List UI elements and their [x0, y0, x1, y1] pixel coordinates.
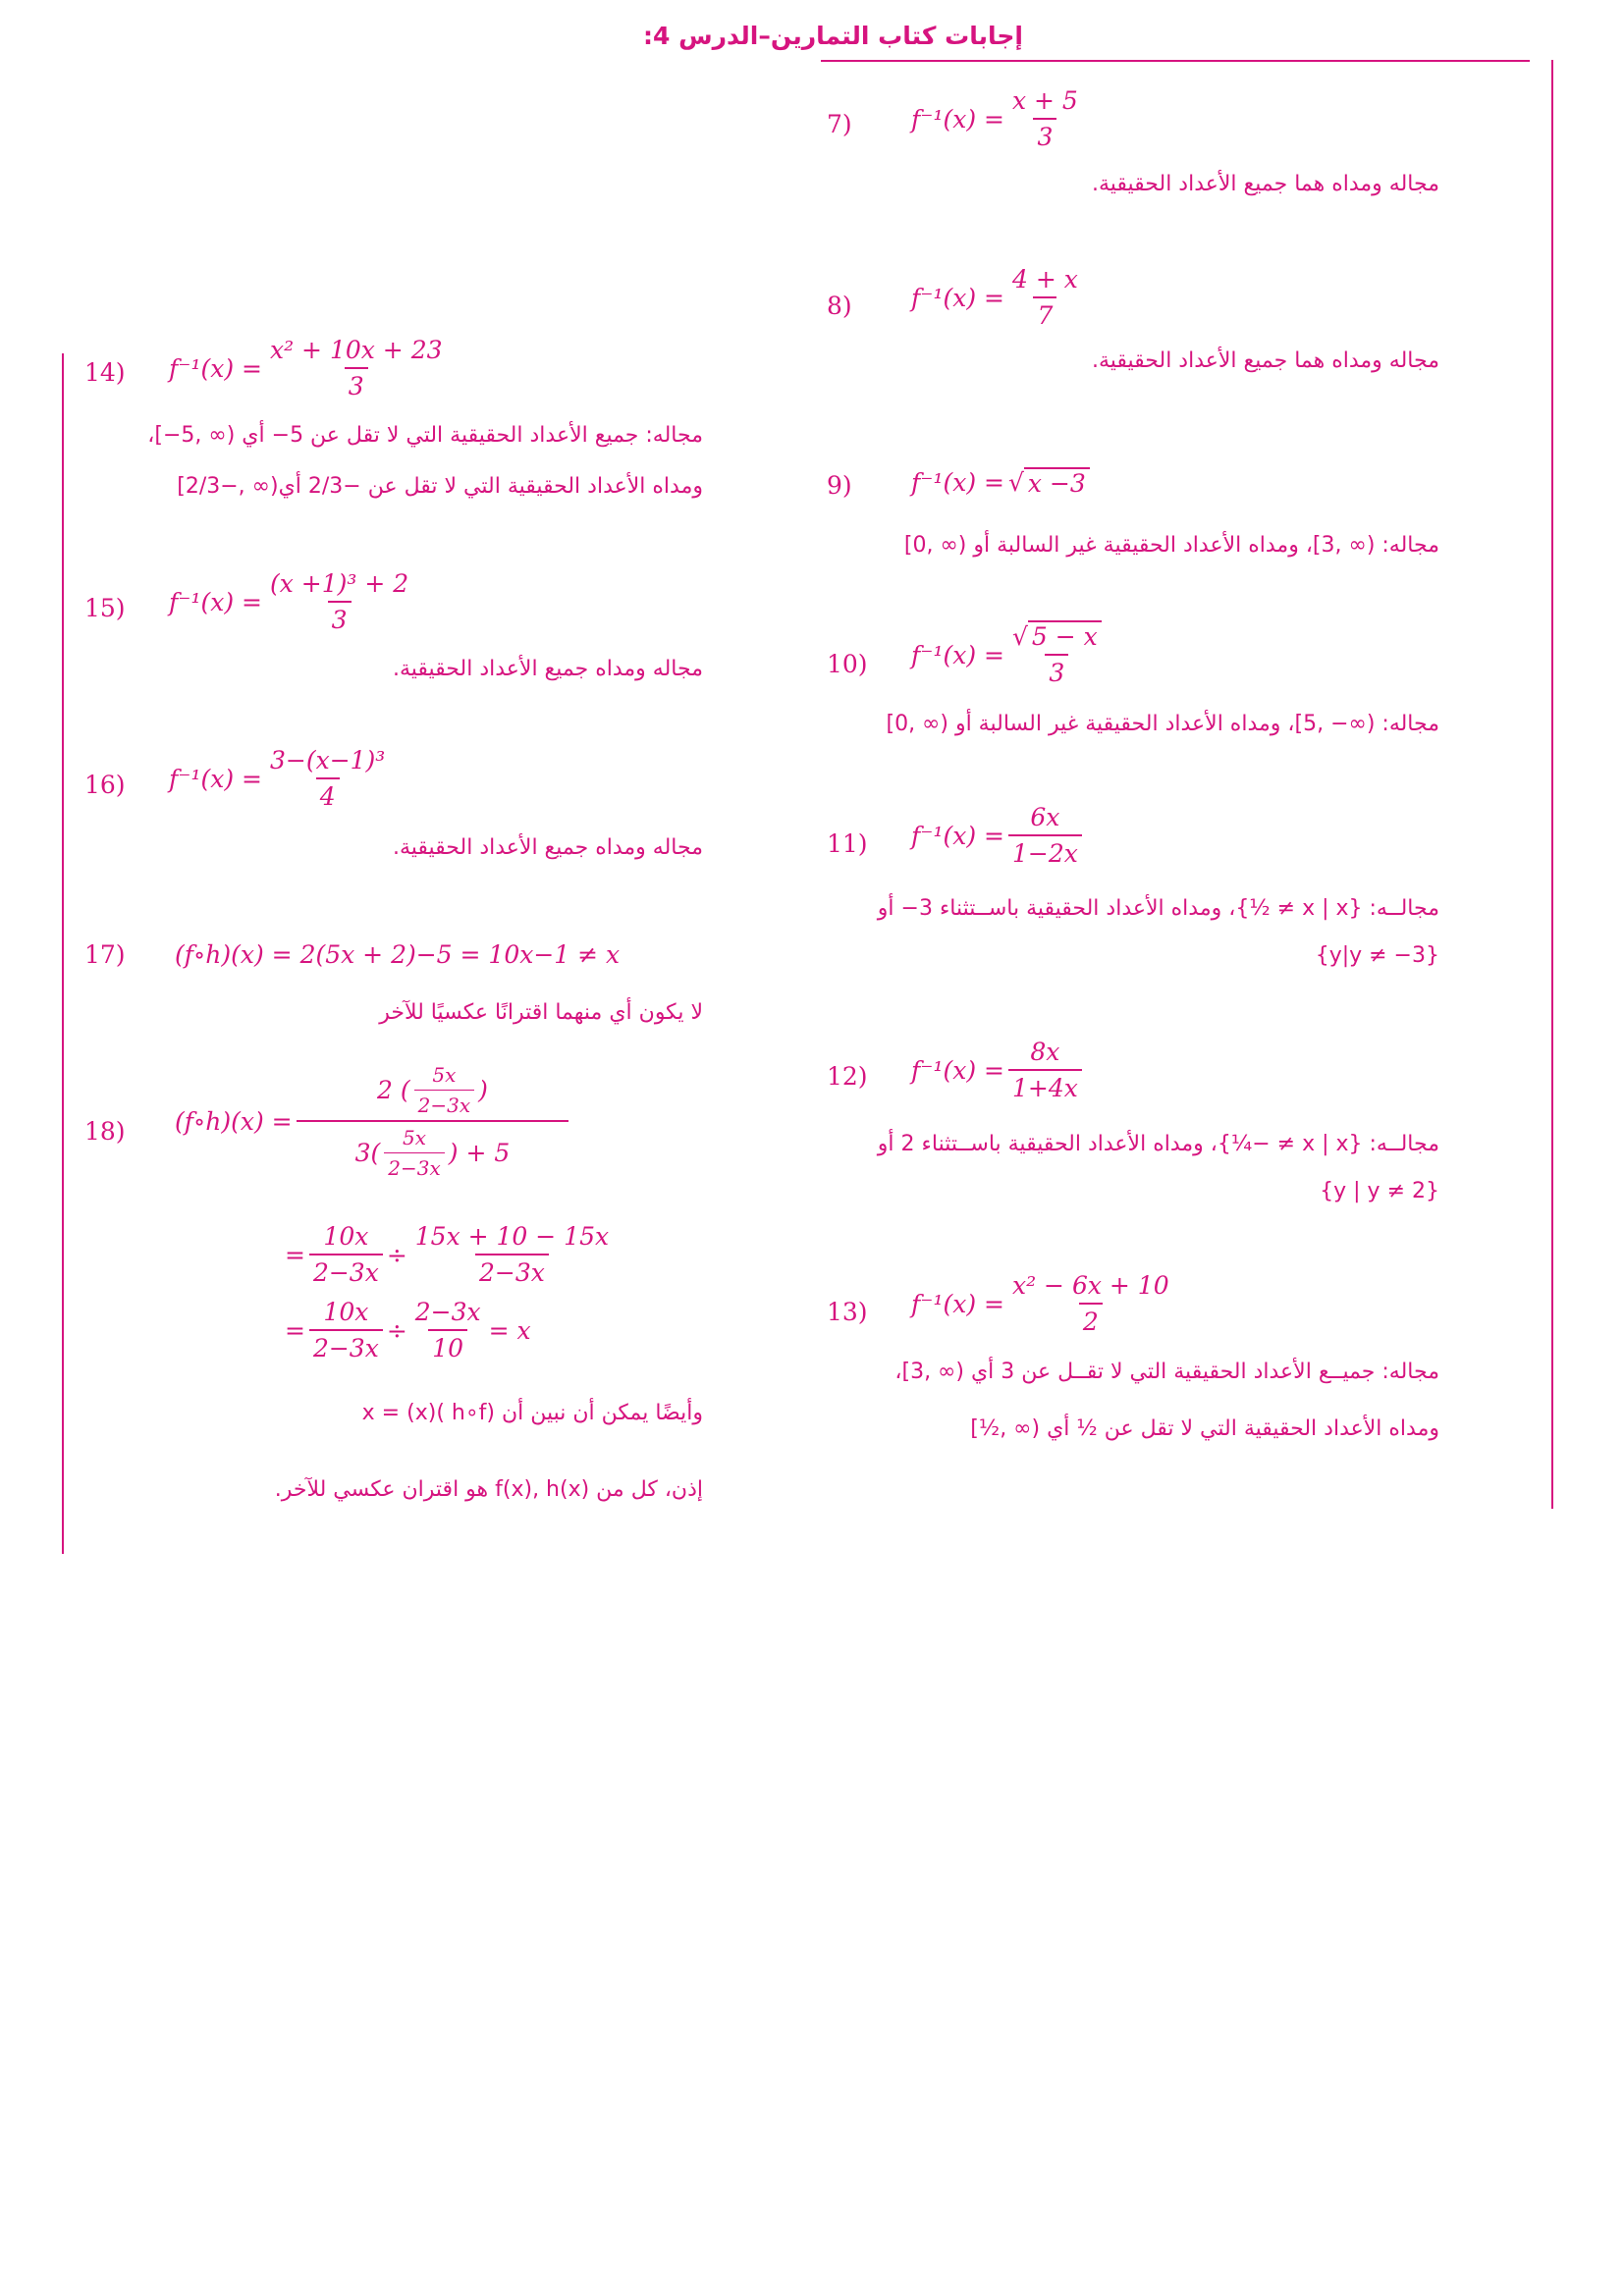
exercise-10-radicand: 5 − x — [1028, 620, 1102, 651]
exercise-16-fraction — [266, 746, 389, 811]
numerator: 6x — [1030, 803, 1060, 831]
numerator: x + 5 — [1011, 86, 1078, 115]
exercise-15-number: 15) — [84, 594, 126, 622]
exercise-17-equation: (f∘h)(x) = 2(5x + 2)−5 = 10x−1 ≠ x — [175, 940, 621, 969]
exercise-13-fraction — [1008, 1271, 1173, 1336]
equals-sign: = — [285, 1240, 305, 1269]
exercise-13-equation — [911, 1271, 1177, 1336]
denominator: 3 — [345, 367, 368, 400]
exercise-8-number: 8) — [827, 292, 852, 320]
exercise-11-equation — [911, 803, 1086, 868]
numerator: 3−(x−1)³ — [269, 746, 386, 774]
denominator: 4 — [316, 777, 340, 811]
exercise-7-lhs: f⁻¹(x) = — [911, 104, 1004, 133]
denominator: 7 — [1033, 296, 1056, 330]
exercise-15-note: مجاله ومداه جميع الأعداد الحقيقية. — [392, 657, 703, 681]
exercise-8-equation — [911, 265, 1086, 330]
exercise-12-note-line2: {y | y ≠ 2} — [1320, 1179, 1439, 1203]
exercise-13-number: 13) — [827, 1298, 868, 1326]
denominator: 1−2x — [1008, 834, 1082, 868]
denominator: 3 — [328, 601, 352, 634]
exercise-13-note-line2: ومداه الأعداد الحقيقية التي لا تقل عن ½ أي (∞ ,½] — [970, 1416, 1439, 1441]
exercise-18-compound-fraction — [297, 1063, 569, 1180]
exercise-13-note-line1: مجاله: جميــع الأعداد الحقيقية التي لا تقــل عن 3 أي (∞ ,3]، — [894, 1360, 1439, 1384]
sqrt-symbol: √ — [1011, 622, 1028, 651]
denominator: 2 — [1079, 1303, 1103, 1336]
exercise-12-lhs: f⁻¹(x) = — [911, 1055, 1004, 1085]
exercise-14-number: 14) — [84, 358, 126, 387]
numerator — [1008, 622, 1106, 654]
denominator: 3 — [1033, 118, 1056, 151]
exercise-14-equation — [169, 336, 451, 400]
numerator: x² − 6x + 10 — [1011, 1271, 1169, 1300]
exercise-12-equation — [911, 1038, 1086, 1102]
result: = x — [488, 1315, 531, 1345]
numerator: 8x — [1030, 1038, 1060, 1066]
denominator: 2−3x — [384, 1152, 445, 1180]
exercise-11-note-line1: مجالــه: {x | x ≠ ½}، ومداه الأعداد الحقيقية باســتثناء 3− أو — [877, 896, 1439, 921]
exercise-10-fraction — [1008, 622, 1106, 687]
numerator: 10x — [323, 1222, 369, 1251]
denominator: 3 — [1045, 654, 1068, 687]
exercise-10-note: مجاله: (∞− ,5]، ومداه الأعداد الحقيقية غير السالبة أو (∞ ,0] — [886, 712, 1439, 736]
denominator: 2−3x — [414, 1090, 475, 1117]
exercise-18-equation — [175, 1063, 572, 1180]
denominator: 10 — [428, 1329, 467, 1362]
equals-sign: = — [285, 1315, 305, 1345]
exercise-14-lhs: f⁻¹(x) = — [169, 353, 262, 383]
exercise-11-number: 11) — [827, 829, 868, 858]
denominator: 2−3x — [475, 1254, 549, 1287]
step1-fraction-b — [411, 1222, 613, 1287]
exercise-10-number: 10) — [827, 650, 868, 678]
step2-fraction-b — [411, 1298, 485, 1362]
exercise-14-fraction — [266, 336, 447, 400]
exercise-10-equation — [911, 622, 1110, 687]
exercise-16-equation — [169, 746, 393, 811]
numerator: 5x — [403, 1126, 427, 1149]
exercise-12-number: 12) — [827, 1062, 868, 1091]
exercise-18-number: 18) — [84, 1117, 126, 1146]
exercise-16-number: 16) — [84, 771, 126, 799]
exercise-8-note: مجاله ومداه هما جميع الأعداد الحقيقية. — [1091, 348, 1439, 373]
denominator: 2−3x — [309, 1254, 383, 1287]
exercise-18-also-note: وأيضًا يمكن أن نبين أن (h∘f )(x) = x — [361, 1401, 703, 1425]
exercise-14-note-line1: مجاله: جميع الأعداد الحقيقية التي لا تقل عن 5− أي (∞ ,5−]، — [147, 423, 703, 448]
exercise-11-fraction — [1008, 803, 1082, 868]
exercise-18-lhs: (f∘h)(x) = — [175, 1107, 293, 1136]
exercise-7-number: 7) — [827, 110, 852, 138]
denominator-coefficient: 3( — [354, 1139, 381, 1167]
left-column-border — [62, 353, 64, 1554]
exercise-11-lhs: f⁻¹(x) = — [911, 821, 1004, 850]
exercise-9-lhs: f⁻¹(x) = — [911, 468, 1004, 497]
exercise-15-lhs: f⁻¹(x) = — [169, 587, 262, 616]
exercise-13-lhs: f⁻¹(x) = — [911, 1289, 1004, 1318]
exercise-18-conclusion: إذن، كل من f(x), h(x) هو اقتران عكسي للآخر. — [274, 1477, 703, 1502]
sqrt-symbol: √ — [1007, 468, 1024, 497]
numerator-coefficient: 2 ( — [377, 1076, 410, 1104]
exercise-17-note: لا يكون أي منهما اقترانًا عكسيًا للآخر — [379, 1000, 703, 1025]
numerator: 10x — [323, 1298, 369, 1326]
page-title: إجابات كتاب التمارين–الدرس 4: — [642, 22, 1023, 50]
exercise-7-equation — [911, 86, 1086, 151]
exercise-7-fraction — [1008, 86, 1082, 151]
inner-fraction — [384, 1126, 445, 1180]
exercise-14-note-line2: ومداه الأعداد الحقيقية التي لا تقل عن −2/3 أي(∞ ,−2/3] — [177, 474, 703, 499]
step1-fraction-a — [309, 1222, 383, 1287]
exercise-11-note-line2: {y|y ≠ −3} — [1315, 943, 1439, 968]
exercise-16-note: مجاله ومداه جميع الأعداد الحقيقية. — [392, 835, 703, 860]
denominator: 1+4x — [1008, 1069, 1082, 1102]
numerator: 15x + 10 − 15x — [414, 1222, 610, 1251]
divide-sign: ÷ — [386, 1240, 407, 1269]
closing-paren: ) — [478, 1076, 488, 1104]
compound-numerator — [373, 1063, 492, 1120]
denominator: 2−3x — [309, 1329, 383, 1362]
exercise-12-fraction — [1008, 1038, 1082, 1102]
exercise-17-number: 17) — [84, 940, 126, 969]
inner-fraction — [414, 1063, 475, 1117]
numerator: 4 + x — [1011, 265, 1078, 294]
closing-paren-plus-five: ) + 5 — [448, 1139, 511, 1167]
numerator: x² + 10x + 23 — [269, 336, 443, 364]
exercise-16-lhs: f⁻¹(x) = — [169, 764, 262, 793]
right-column-border — [1551, 60, 1553, 1509]
exercise-9-radicand: x −3 — [1024, 467, 1090, 498]
exercise-18-step2 — [285, 1298, 531, 1362]
exercise-9-equation — [911, 467, 1090, 498]
step2-fraction-a — [309, 1298, 383, 1362]
numerator: (x +1)³ + 2 — [269, 569, 409, 598]
exercise-8-lhs: f⁻¹(x) = — [911, 283, 1004, 312]
exercise-9-note: مجاله: (∞ ,3]، ومداه الأعداد الحقيقية غير السالبة أو (∞ ,0] — [903, 533, 1439, 558]
exercise-10-lhs: f⁻¹(x) = — [911, 640, 1004, 669]
header-divider — [821, 60, 1530, 62]
exercise-9-number: 9) — [827, 471, 852, 500]
exercise-7-note: مجاله ومداه هما جميع الأعداد الحقيقية. — [1091, 172, 1439, 196]
exercise-15-fraction — [266, 569, 412, 634]
numerator: 2−3x — [414, 1298, 481, 1326]
numerator: 5x — [432, 1063, 457, 1087]
divide-sign: ÷ — [386, 1315, 407, 1345]
exercise-18-step1 — [285, 1222, 617, 1287]
exercise-15-equation — [169, 569, 416, 634]
compound-denominator — [297, 1120, 569, 1180]
exercise-12-note-line1: مجالــه: {x | x ≠ −¼}، ومداه الأعداد الحقيقية باســتثناء 2 أو — [877, 1132, 1439, 1156]
exercise-8-fraction — [1008, 265, 1082, 330]
